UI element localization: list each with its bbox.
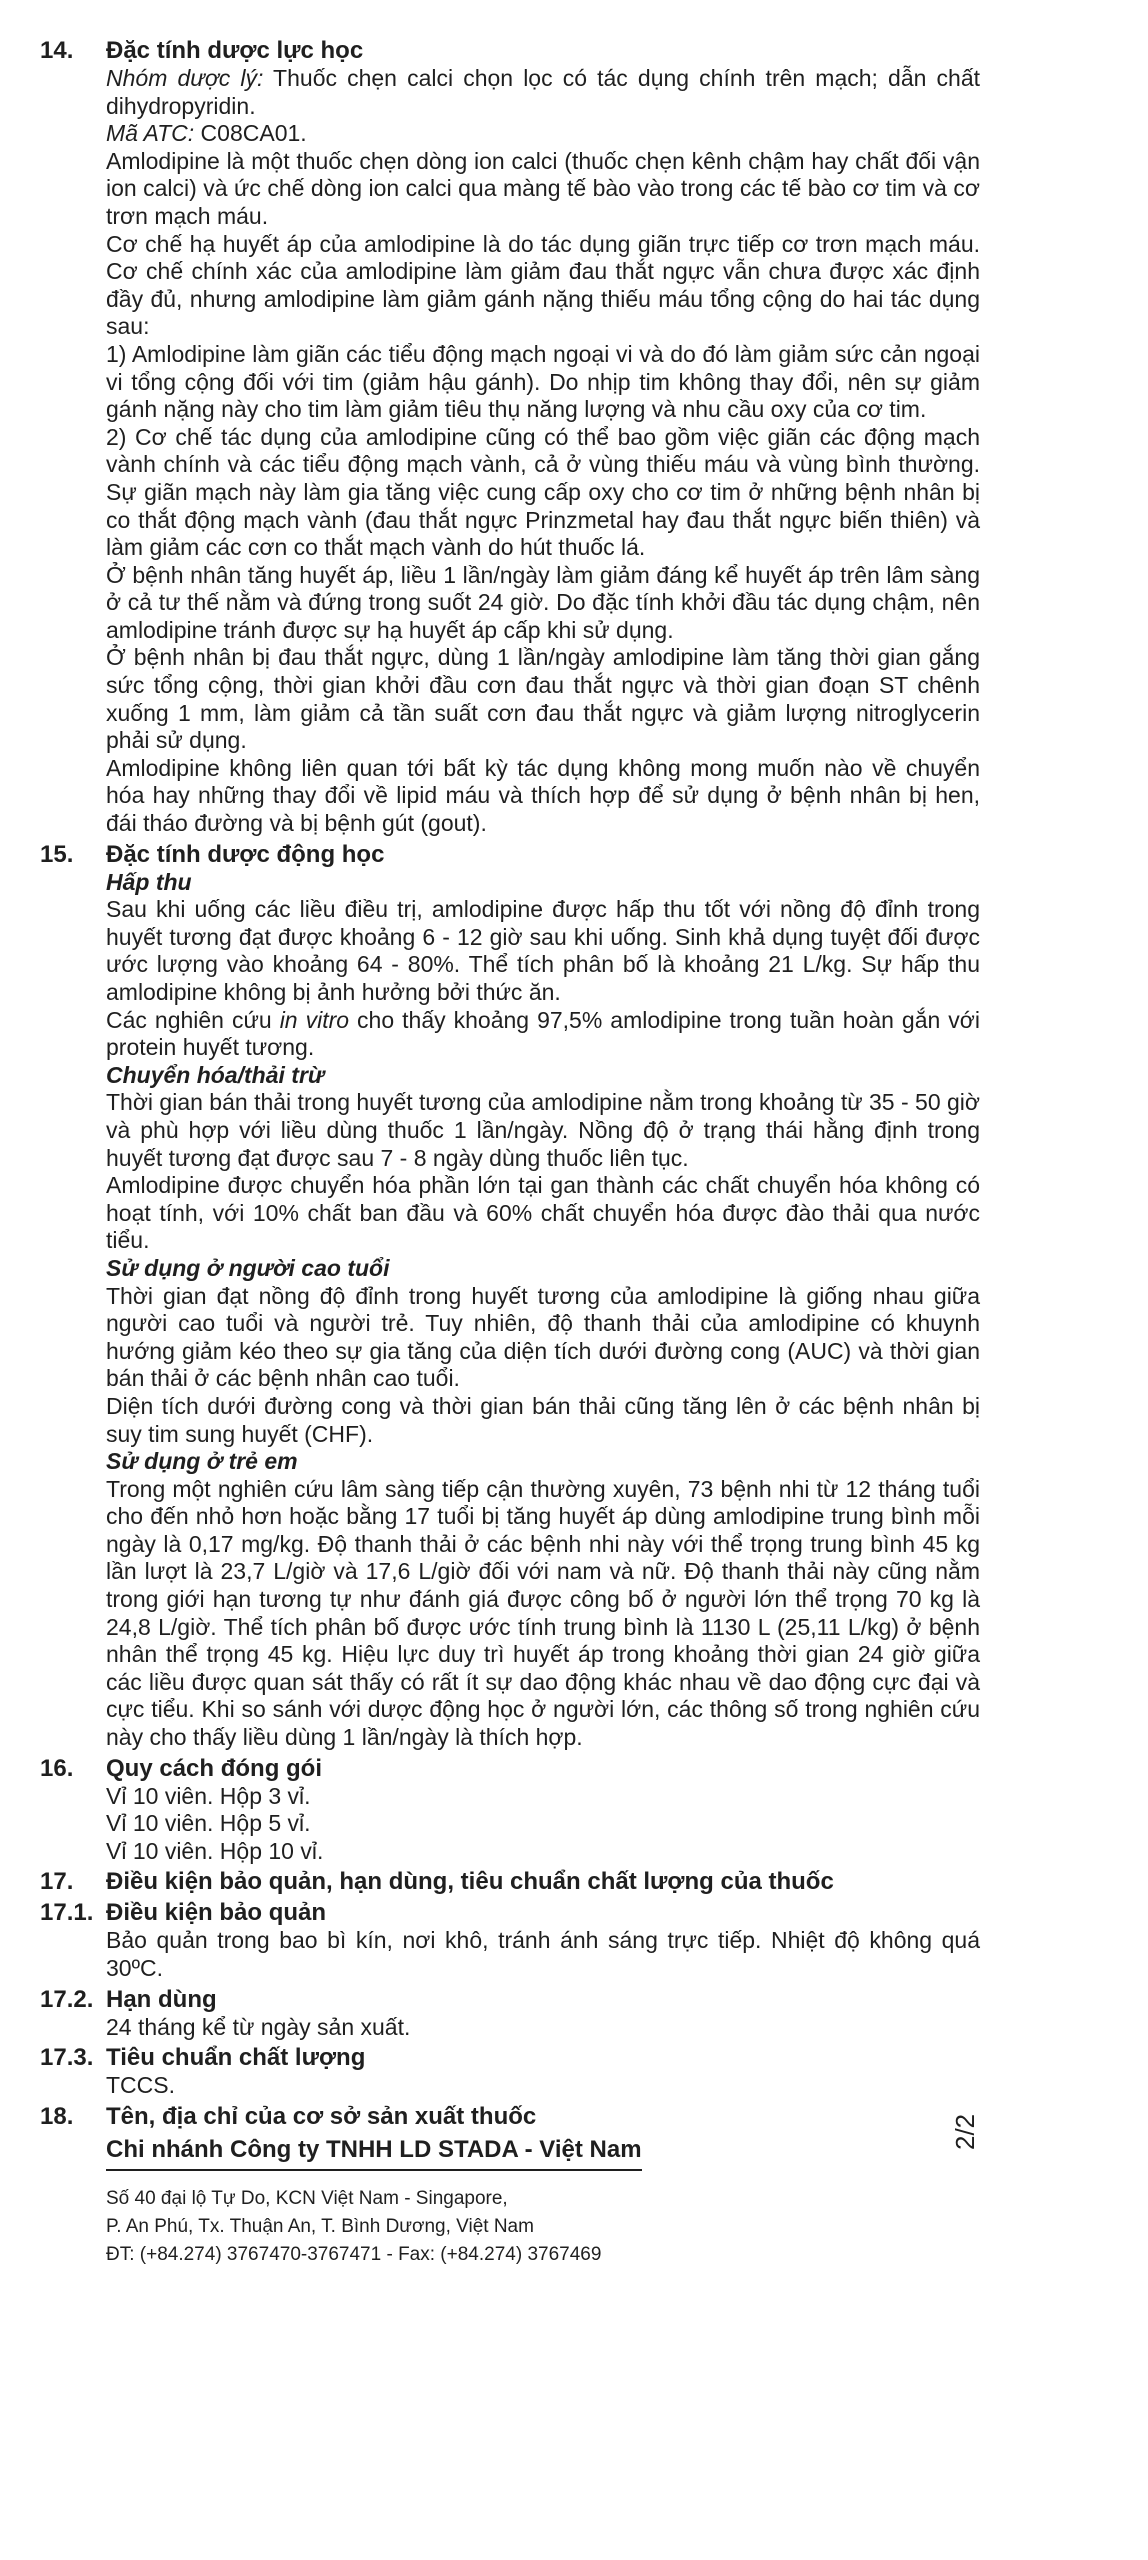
section-title: Hạn dùng — [106, 1985, 217, 2013]
paragraph: Amlodipine được chuyển hóa phần lớn tại gan thành các chất chuyển hóa không có hoạt tính, với 10% chất ban đầu và 60% chất chuyển hóa được đào thải qua nước tiểu. — [106, 1172, 980, 1254]
section-number: 18. — [40, 2102, 74, 2130]
section-title: Điều kiện bảo quản, hạn dùng, tiêu chuẩn chất lượng của thuốc — [106, 1868, 834, 1896]
text-run: cho thấy khoảng 97,5% amlodipine trong tuần hoàn gắn với protein huyết tương. — [106, 1006, 980, 1061]
section-17-1 — [40, 1898, 980, 1982]
section-title: Điều kiện bảo quản — [106, 1899, 327, 1927]
section-number: 17.2. — [40, 1985, 94, 2013]
section-number: 17.1. — [40, 1899, 94, 1927]
text-run: Các nghiên cứu — [106, 1006, 280, 1033]
document-body — [40, 36, 980, 2269]
group-label: Nhóm dược lý: — [106, 65, 264, 91]
paragraph: 1) Amlodipine làm giãn các tiểu động mạch ngoại vi và do đó làm giảm sức cản ngoại vi tổng cộng đối với tim (giảm hậu gánh). Do nhịp tim không thay đổi, nên sự giảm gánh nặng này cho tim làm giảm tiêu thụ năng lượng và nhu cầu oxy của cơ tim. — [106, 340, 980, 423]
page-number: 2/2 — [950, 2113, 980, 2150]
paragraph: Sau khi uống các liều điều trị, amlodipine được hấp thu tốt với nồng độ đỉnh trong huyết tương đạt được khoảng 6 - 12 giờ sau khi uống. Sinh khả dụng tuyệt đối được ước lượng vào khoảng 64 - 80%. Thể tích phân bố là khoảng 21 L/kg. Sự hấp thu amlodipine không bị ảnh hưởng bởi thức ăn. — [106, 896, 980, 1005]
paragraph: Bảo quản trong bao bì kín, nơi khô, tránh ánh sáng trực tiếp. Nhiệt độ không quá 30ºC. — [106, 1927, 980, 1981]
paragraph: Ở bệnh nhân tăng huyết áp, liều 1 lần/ngày làm giảm đáng kể huyết áp trên lâm sàng ở cả tư thế nằm và đứng trong suốt 24 giờ. Do đặc tính khởi đầu tác dụng chậm, nên amlodipine tránh được sự hạ huyết áp cấp khi sử dụng. — [106, 561, 980, 643]
list-item: Vỉ 10 viên. Hộp 5 vỉ. — [106, 1810, 311, 1837]
group-text: Thuốc chẹn calci chọn lọc có tác dụng chính trên mạch; dẫn chất dihydropyridin. — [106, 65, 981, 119]
italic-text: in vitro — [279, 1006, 350, 1033]
contact-line: ĐT: (+84.274) 3767470-3767471 - Fax: (+84.274) 3767469 — [106, 2243, 602, 2265]
section-15 — [40, 840, 980, 1752]
section-17-3 — [40, 2043, 980, 2100]
paragraph: Diện tích dưới đường cong và thời gian bán thải cũng tăng lên ở các bệnh nhân bị suy tim sung huyết (CHF). — [106, 1392, 980, 1447]
list-item: Vỉ 10 viên. Hộp 10 vỉ. — [106, 1837, 324, 1864]
section-number: 17.3. — [40, 2044, 94, 2072]
subsection-title: Sử dụng ở trẻ em — [106, 1448, 298, 1475]
paragraph: Trong một nghiên cứu lâm sàng tiếp cận thường xuyên, 73 bệnh nhi từ 12 tháng tuổi cho đến nhỏ hơn hoặc bằng 17 tuổi bị tăng huyết áp dùng amlodipine trung bình mỗi ngày là 0,17 mg/kg. Độ thanh thải ở các bệnh nhi này với thể trọng trung bình 45 kg lần lượt là 23,7 L/giờ và 17,6 L/giờ đối với nam và nữ. Độ thanh thải này cũng nằm trong giới hạn tương tự như đánh giá được công bố ở người lớn thể trọng 70 kg là 24,8 L/giờ. Thể tích phân bố được ước tính trung bình là 1130 L (25,11 L/kg) ở bệnh nhân thể trọng 45 kg. Hiệu lực duy trì huyết áp trong khoảng thời gian 24 giờ giữa các liều được quan sát thấy có rất ít sự dao động khác nhau về dao động cực đại và cực tiểu. Khi so sánh với dược động học ở người lớn, các thông số trong nghiên cứu này cho thấy liều dùng 1 lần/ngày là thích hợp. — [106, 1475, 980, 1751]
subsection-title: Sử dụng ở người cao tuổi — [106, 1254, 390, 1281]
paragraph: TCCS. — [106, 2072, 175, 2099]
paragraph: Amlodipine là một thuốc chẹn dòng ion calci (thuốc chẹn kênh chậm hay chất đối vận ion calci) và ức chế dòng ion calci qua màng tế bào vào trong các tế bào cơ tim và cơ trơn mạch máu. — [106, 147, 980, 229]
section-number: 15. — [40, 840, 74, 868]
paragraph: Amlodipine không liên quan tới bất kỳ tác dụng không mong muốn nào về chuyển hóa hay những thay đổi về lipid máu và thích hợp để sử dụng ở bệnh nhân bị hen, đái tháo đường và bị bệnh gút (gout). — [106, 754, 980, 837]
paragraph: 24 tháng kể từ ngày sản xuất. — [106, 2013, 411, 2040]
list-item: Vỉ 10 viên. Hộp 3 vỉ. — [106, 1782, 311, 1809]
paragraph — [106, 1007, 980, 1062]
section-title: Đặc tính dược động học — [106, 840, 385, 868]
section-title: Tên, địa chỉ của cơ sở sản xuất thuốc — [106, 2102, 537, 2130]
atc-text: C08CA01. — [194, 120, 307, 147]
section-number: 16. — [40, 1754, 74, 1782]
subsection-title: Chuyển hóa/thải trừ — [106, 1061, 325, 1088]
section-17-2 — [40, 1985, 980, 2042]
atc-label: Mã ATC: — [106, 120, 195, 147]
subsection-title: Hấp thu — [106, 868, 192, 895]
address-line: P. An Phú, Tx. Thuận An, T. Bình Dương, Việt Nam — [106, 2215, 534, 2237]
paragraph: Thời gian bán thải trong huyết tương của amlodipine nằm trong khoảng từ 35 - 50 giờ và phù hợp với liều dùng thuốc 1 lần/ngày. Nồng độ ở trạng thái hằng định trong huyết tương đạt được sau 7 - 8 ngày dùng thuốc liên tục. — [106, 1089, 980, 1171]
manufacturer-name: Chi nhánh Công ty TNHH LD STADA - Việt Nam — [106, 2135, 642, 2171]
pharmacological-group — [106, 65, 980, 120]
section-16 — [40, 1754, 980, 1866]
section-title: Tiêu chuẩn chất lượng — [106, 2044, 366, 2072]
section-number: 17. — [40, 1868, 74, 1896]
section-title: Quy cách đóng gói — [106, 1754, 323, 1782]
section-number: 14. — [40, 37, 74, 64]
section-14 — [40, 36, 980, 838]
paragraph: Thời gian đạt nồng độ đỉnh trong huyết tương của amlodipine là giống nhau giữa người cao tuổi và người trẻ. Tuy nhiên, độ thanh thải của amlodipine có khuynh hướng giảm kéo theo sự gia tăng của diện tích dưới đường cong (AUC) và thời gian bán thải ở các bệnh nhân cao tuổi. — [106, 1282, 980, 1392]
paragraph: 2) Cơ chế tác dụng của amlodipine cũng có thể bao gồm việc giãn các động mạch vành chính và các tiểu động mạch vành, cả ở vùng thiếu máu và vùng bình thường. Sự giãn mạch này làm gia tăng việc cung cấp oxy cho cơ tim ở những bệnh nhân bị co thắt động mạch vành (đau thắt ngực Prinzmetal hay đau thắt ngực biến thiên) và làm giảm các cơn co thắt mạch vành do hút thuốc lá. — [106, 423, 980, 561]
atc-code — [106, 120, 980, 148]
section-18 — [40, 2102, 980, 2269]
section-title: Đặc tính dược lực học — [106, 37, 364, 64]
section-17 — [40, 1867, 980, 1896]
address-line: Số 40 đại lộ Tự Do, KCN Việt Nam - Singapore, — [106, 2187, 508, 2209]
paragraph: Cơ chế hạ huyết áp của amlodipine là do tác dụng giãn trực tiếp cơ trơn mạch máu. Cơ chế chính xác của amlodipine làm giảm đau thắt ngực vẫn chưa được xác định đầy đủ, nhưng amlodipine làm giảm gánh nặng thiếu máu tổng cộng do hai tác dụng sau: — [106, 230, 980, 340]
paragraph: Ở bệnh nhân bị đau thắt ngực, dùng 1 lần/ngày amlodipine làm tăng thời gian gắng sức tổng cộng, thời gian khởi đầu cơn đau thắt ngực và thời gian đoạn ST chênh xuống 1 mm, làm giảm cả tần suất cơn đau thắt ngực và giảm lượng nitroglycerin phải sử dụng. — [106, 644, 980, 754]
